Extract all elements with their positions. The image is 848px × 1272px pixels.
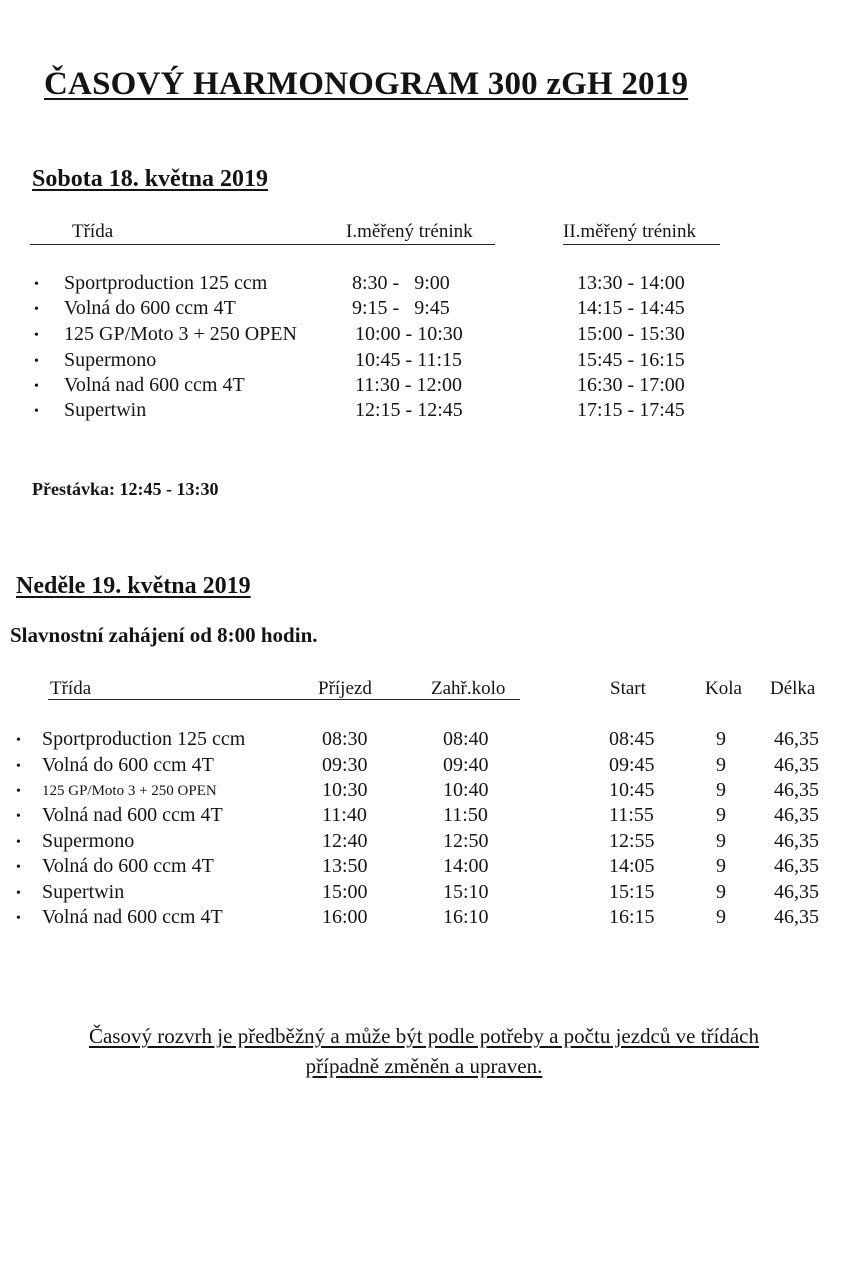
sunday-header-laps: Kola <box>705 678 742 699</box>
sunday-row-warmup: 12:50 <box>443 830 489 852</box>
sunday-row-laps: 9 <box>716 728 726 750</box>
sunday-header-arrival: Příjezd <box>318 678 372 699</box>
opening-ceremony: Slavnostní zahájení od 8:00 hodin. <box>10 623 318 647</box>
sunday-row-arrival: 09:30 <box>322 754 368 776</box>
sunday-row-start: 15:15 <box>609 881 655 903</box>
sunday-row-warmup: 11:50 <box>443 804 488 826</box>
bullet-icon: • <box>16 860 21 875</box>
break-time: Přestávka: 12:45 - 13:30 <box>32 479 219 499</box>
saturday-row-class: Sportproduction 125 ccm <box>64 272 268 294</box>
bullet-icon: • <box>34 379 39 394</box>
saturday-row-training2: 15:45 - 16:15 <box>577 349 685 371</box>
sunday-row-start: 08:45 <box>609 728 655 750</box>
bullet-icon: • <box>34 277 39 292</box>
sunday-row-class: Volná nad 600 ccm 4T <box>42 804 223 826</box>
saturday-row-class: Volná do 600 ccm 4T <box>64 297 236 319</box>
sunday-row-start: 09:45 <box>609 754 655 776</box>
bullet-icon: • <box>34 328 39 343</box>
sunday-row-warmup: 08:40 <box>443 728 489 750</box>
sunday-row-class: Volná do 600 ccm 4T <box>42 754 214 776</box>
sunday-row-start: 12:55 <box>609 830 655 852</box>
sunday-row-laps: 9 <box>716 855 726 877</box>
bullet-icon: • <box>16 809 21 824</box>
sunday-row-warmup: 16:10 <box>443 906 489 928</box>
sunday-row-arrival: 08:30 <box>322 728 368 750</box>
sunday-header-start: Start <box>610 678 646 699</box>
saturday-header-rule-right <box>563 244 720 245</box>
sunday-row-laps: 9 <box>716 881 726 903</box>
sunday-row-arrival: 11:40 <box>322 804 367 826</box>
sunday-row-start: 16:15 <box>609 906 655 928</box>
sunday-heading: Neděle 19. května 2019 <box>16 573 251 599</box>
saturday-header-training2: II.měřený trénink <box>563 221 696 242</box>
saturday-row-class: Supertwin <box>64 399 147 421</box>
sunday-row-warmup: 10:40 <box>443 779 489 801</box>
saturday-row-training1: 10:00 - 10:30 <box>355 323 463 345</box>
sunday-header-warmup: Zahř.kolo <box>431 678 506 699</box>
sunday-row-start: 10:45 <box>609 779 655 801</box>
schedule-note-line1: Časový rozvrh je předběžný a může být podle potřeby a počtu jezdců ve třídách <box>88 1024 759 1048</box>
sunday-row-class: Supermono <box>42 830 135 852</box>
bullet-icon: • <box>16 911 21 926</box>
schedule-note-line2: případně změněn a upraven. <box>305 1054 543 1078</box>
sunday-row-class: Sportproduction 125 ccm <box>42 728 246 750</box>
saturday-row-training1: 12:15 - 12:45 <box>355 399 463 421</box>
sunday-row-length: 46,35 <box>774 728 819 750</box>
bullet-icon: • <box>16 784 21 799</box>
saturday-row-training2: 13:30 - 14:00 <box>577 272 685 294</box>
sunday-row-warmup: 09:40 <box>443 754 489 776</box>
saturday-row-training2: 15:00 - 15:30 <box>577 323 685 345</box>
saturday-row-class: 125 GP/Moto 3 + 250 OPEN <box>64 323 297 345</box>
sunday-row-arrival: 16:00 <box>322 906 368 928</box>
bullet-icon: • <box>34 354 39 369</box>
bullet-icon: • <box>16 733 21 748</box>
bullet-icon: • <box>16 886 21 901</box>
saturday-header-class: Třída <box>72 221 114 242</box>
sunday-header-class: Třída <box>50 678 92 699</box>
sunday-row-arrival: 15:00 <box>322 881 368 903</box>
bullet-icon: • <box>34 404 39 419</box>
saturday-row-training1: 8:30 - 9:00 <box>352 272 450 294</box>
saturday-row-class: Volná nad 600 ccm 4T <box>64 374 245 396</box>
sunday-row-length: 46,35 <box>774 881 819 903</box>
sunday-row-length: 46,35 <box>774 754 819 776</box>
saturday-row-training1: 11:30 - 12:00 <box>355 374 463 396</box>
saturday-row-training2: 16:30 - 17:00 <box>577 374 685 396</box>
sunday-row-arrival: 10:30 <box>322 779 368 801</box>
sunday-row-length: 46,35 <box>774 830 819 852</box>
sunday-row-length: 46,35 <box>774 855 819 877</box>
saturday-row-training1: 9:15 - 9:45 <box>352 297 450 319</box>
sunday-row-laps: 9 <box>716 754 726 776</box>
sunday-row-class: 125 GP/Moto 3 + 250 OPEN <box>42 783 217 799</box>
document-title: ČASOVÝ HARMONOGRAM 300 zGH 2019 <box>44 66 689 102</box>
saturday-row-training2: 17:15 - 17:45 <box>577 399 685 421</box>
saturday-row-class: Supermono <box>64 349 157 371</box>
sunday-row-start: 11:55 <box>609 804 654 826</box>
sunday-row-length: 46,35 <box>774 779 819 801</box>
saturday-header-training1: I.měřený trénink <box>346 221 473 242</box>
sunday-row-laps: 9 <box>716 906 726 928</box>
bullet-icon: • <box>16 759 21 774</box>
sunday-row-length: 46,35 <box>774 906 819 928</box>
sunday-row-start: 14:05 <box>609 855 655 877</box>
sunday-row-warmup: 14:00 <box>443 855 489 877</box>
sunday-row-arrival: 12:40 <box>322 830 368 852</box>
sunday-row-laps: 9 <box>716 779 726 801</box>
saturday-row-training2: 14:15 - 14:45 <box>577 297 685 319</box>
sunday-row-laps: 9 <box>716 830 726 852</box>
sunday-row-class: Volná nad 600 ccm 4T <box>42 906 223 928</box>
bullet-icon: • <box>16 835 21 850</box>
saturday-row-training1: 10:45 - 11:15 <box>355 349 463 371</box>
sunday-header-length: Délka <box>770 678 816 699</box>
sunday-row-arrival: 13:50 <box>322 855 368 877</box>
sunday-row-laps: 9 <box>716 804 726 826</box>
saturday-heading: Sobota 18. května 2019 <box>32 166 269 192</box>
sunday-row-class: Volná do 600 ccm 4T <box>42 855 214 877</box>
bullet-icon: • <box>34 302 39 317</box>
sunday-row-class: Supertwin <box>42 881 125 903</box>
saturday-header-rule-left <box>30 244 495 245</box>
sunday-header-rule <box>48 699 520 700</box>
sunday-row-length: 46,35 <box>774 804 819 826</box>
sunday-row-warmup: 15:10 <box>443 881 489 903</box>
